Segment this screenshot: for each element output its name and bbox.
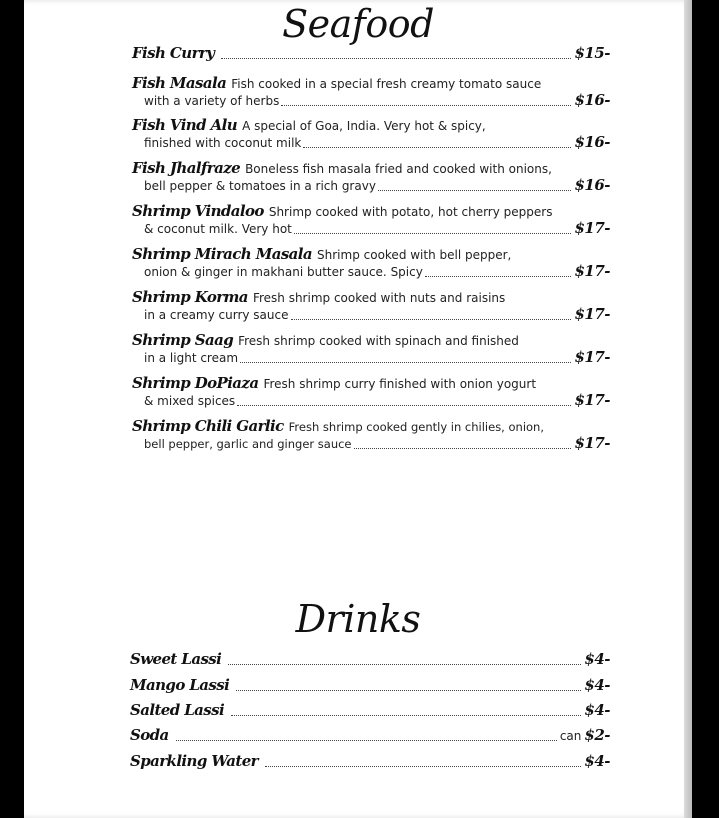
item-description: Boneless fish masala fried and cooked with onions,	[245, 162, 552, 176]
item-name: Shrimp Vindaloo	[132, 202, 264, 220]
menu-item-fish-curry	[132, 44, 610, 62]
dot-leader	[281, 104, 571, 106]
item-description-cont: & coconut milk. Very hot	[144, 222, 292, 236]
item-name: Shrimp Saag	[132, 331, 234, 349]
item-name: Fish Curry	[132, 44, 215, 62]
item-price: $17-	[574, 348, 610, 366]
item-price: $16-	[574, 91, 610, 109]
menu-item-fish-vind-alu	[132, 116, 610, 151]
item-description-cont: finished with coconut milk	[144, 136, 302, 150]
item-description: Fish cooked in a special fresh creamy tomato sauce	[231, 77, 542, 91]
item-description-cont: bell pepper, garlic and ginger sauce	[144, 437, 352, 451]
dot-leader	[231, 714, 581, 716]
drink-item-sweet-lassi	[130, 650, 610, 668]
item-description: Fresh shrimp cooked with nuts and raisins	[252, 291, 506, 305]
drink-price: $2-	[584, 726, 610, 744]
dot-leader	[221, 57, 571, 59]
drink-name: Sweet Lassi	[130, 650, 222, 668]
drink-size-note: can	[559, 729, 582, 743]
dot-leader	[236, 689, 581, 691]
item-description-cont: with a variety of herbs	[144, 94, 280, 108]
drink-price: $4-	[584, 701, 610, 719]
item-name: Shrimp DoPiaza	[132, 374, 259, 392]
dot-leader	[176, 739, 557, 741]
menu-item-fish-masala	[132, 74, 610, 109]
dot-leader	[265, 765, 581, 767]
drinks-section-title: Drinks	[295, 597, 421, 641]
item-price: $15-	[574, 44, 610, 62]
item-price: $17-	[574, 391, 610, 409]
page-edge	[684, 0, 692, 818]
item-description: Shrimp cooked with bell pepper,	[317, 248, 512, 262]
menu-item-shrimp-mirach-masala	[132, 245, 610, 280]
item-price: $17-	[574, 262, 610, 280]
item-price: $17-	[574, 305, 610, 323]
item-name: Fish Jhalfraze	[132, 159, 241, 177]
menu-item-fish-jhalfraze	[132, 159, 610, 194]
menu-item-shrimp-saag	[132, 331, 610, 366]
dot-leader	[228, 663, 581, 665]
dot-leader	[425, 275, 572, 277]
item-name: Fish Vind Alu	[132, 116, 238, 134]
drink-item-mango-lassi	[130, 676, 610, 694]
dot-leader	[303, 146, 571, 148]
dot-leader	[294, 232, 572, 234]
dot-leader	[237, 404, 571, 406]
dot-leader	[354, 447, 572, 449]
dot-leader	[240, 361, 571, 363]
item-description-cont: bell pepper & tomatoes in a rich gravy	[144, 179, 376, 193]
drink-name: Sparkling Water	[130, 752, 258, 770]
item-description-cont: onion & ginger in makhani butter sauce. Spicy	[144, 265, 423, 279]
drink-price: $4-	[584, 752, 610, 770]
drink-name: Soda	[130, 726, 169, 744]
item-description: Fresh shrimp curry finished with onion yogurt	[263, 377, 537, 391]
item-name: Shrimp Korma	[132, 288, 248, 306]
item-price: $17-	[574, 434, 610, 452]
drink-name: Salted Lassi	[130, 701, 225, 719]
drink-price: $4-	[584, 676, 610, 694]
item-description: Fresh shrimp cooked with spinach and finished	[238, 334, 519, 348]
item-description-cont: & mixed spices	[144, 394, 236, 408]
item-description: Fresh shrimp cooked gently in chilies, onion,	[288, 420, 544, 434]
dot-leader	[291, 318, 572, 320]
item-description-cont: in a light cream	[144, 351, 239, 365]
item-price: $16-	[574, 176, 610, 194]
item-description: A special of Goa, India. Very hot & spicy,	[242, 119, 486, 133]
menu-item-shrimp-dopiaza	[132, 374, 610, 409]
item-price: $17-	[574, 219, 610, 237]
menu-item-shrimp-vindaloo	[132, 202, 610, 237]
seafood-section-title: Seafood	[282, 2, 434, 46]
item-price: $16-	[574, 133, 610, 151]
item-name: Fish Masala	[132, 74, 227, 92]
drink-item-sparkling-water	[130, 752, 610, 770]
menu-page	[24, 0, 692, 818]
menu-item-shrimp-chili-garlic	[132, 417, 610, 452]
item-description: Shrimp cooked with potato, hot cherry peppers	[268, 205, 553, 219]
dot-leader	[378, 189, 572, 191]
drink-name: Mango Lassi	[130, 676, 230, 694]
drink-item-soda	[130, 726, 610, 744]
drink-price: $4-	[584, 650, 610, 668]
drink-item-salted-lassi	[130, 701, 610, 719]
item-name: Shrimp Chili Garlic	[132, 417, 284, 435]
menu-item-shrimp-korma	[132, 288, 610, 323]
item-description-cont: in a creamy curry sauce	[144, 308, 289, 322]
item-name: Shrimp Mirach Masala	[132, 245, 313, 263]
